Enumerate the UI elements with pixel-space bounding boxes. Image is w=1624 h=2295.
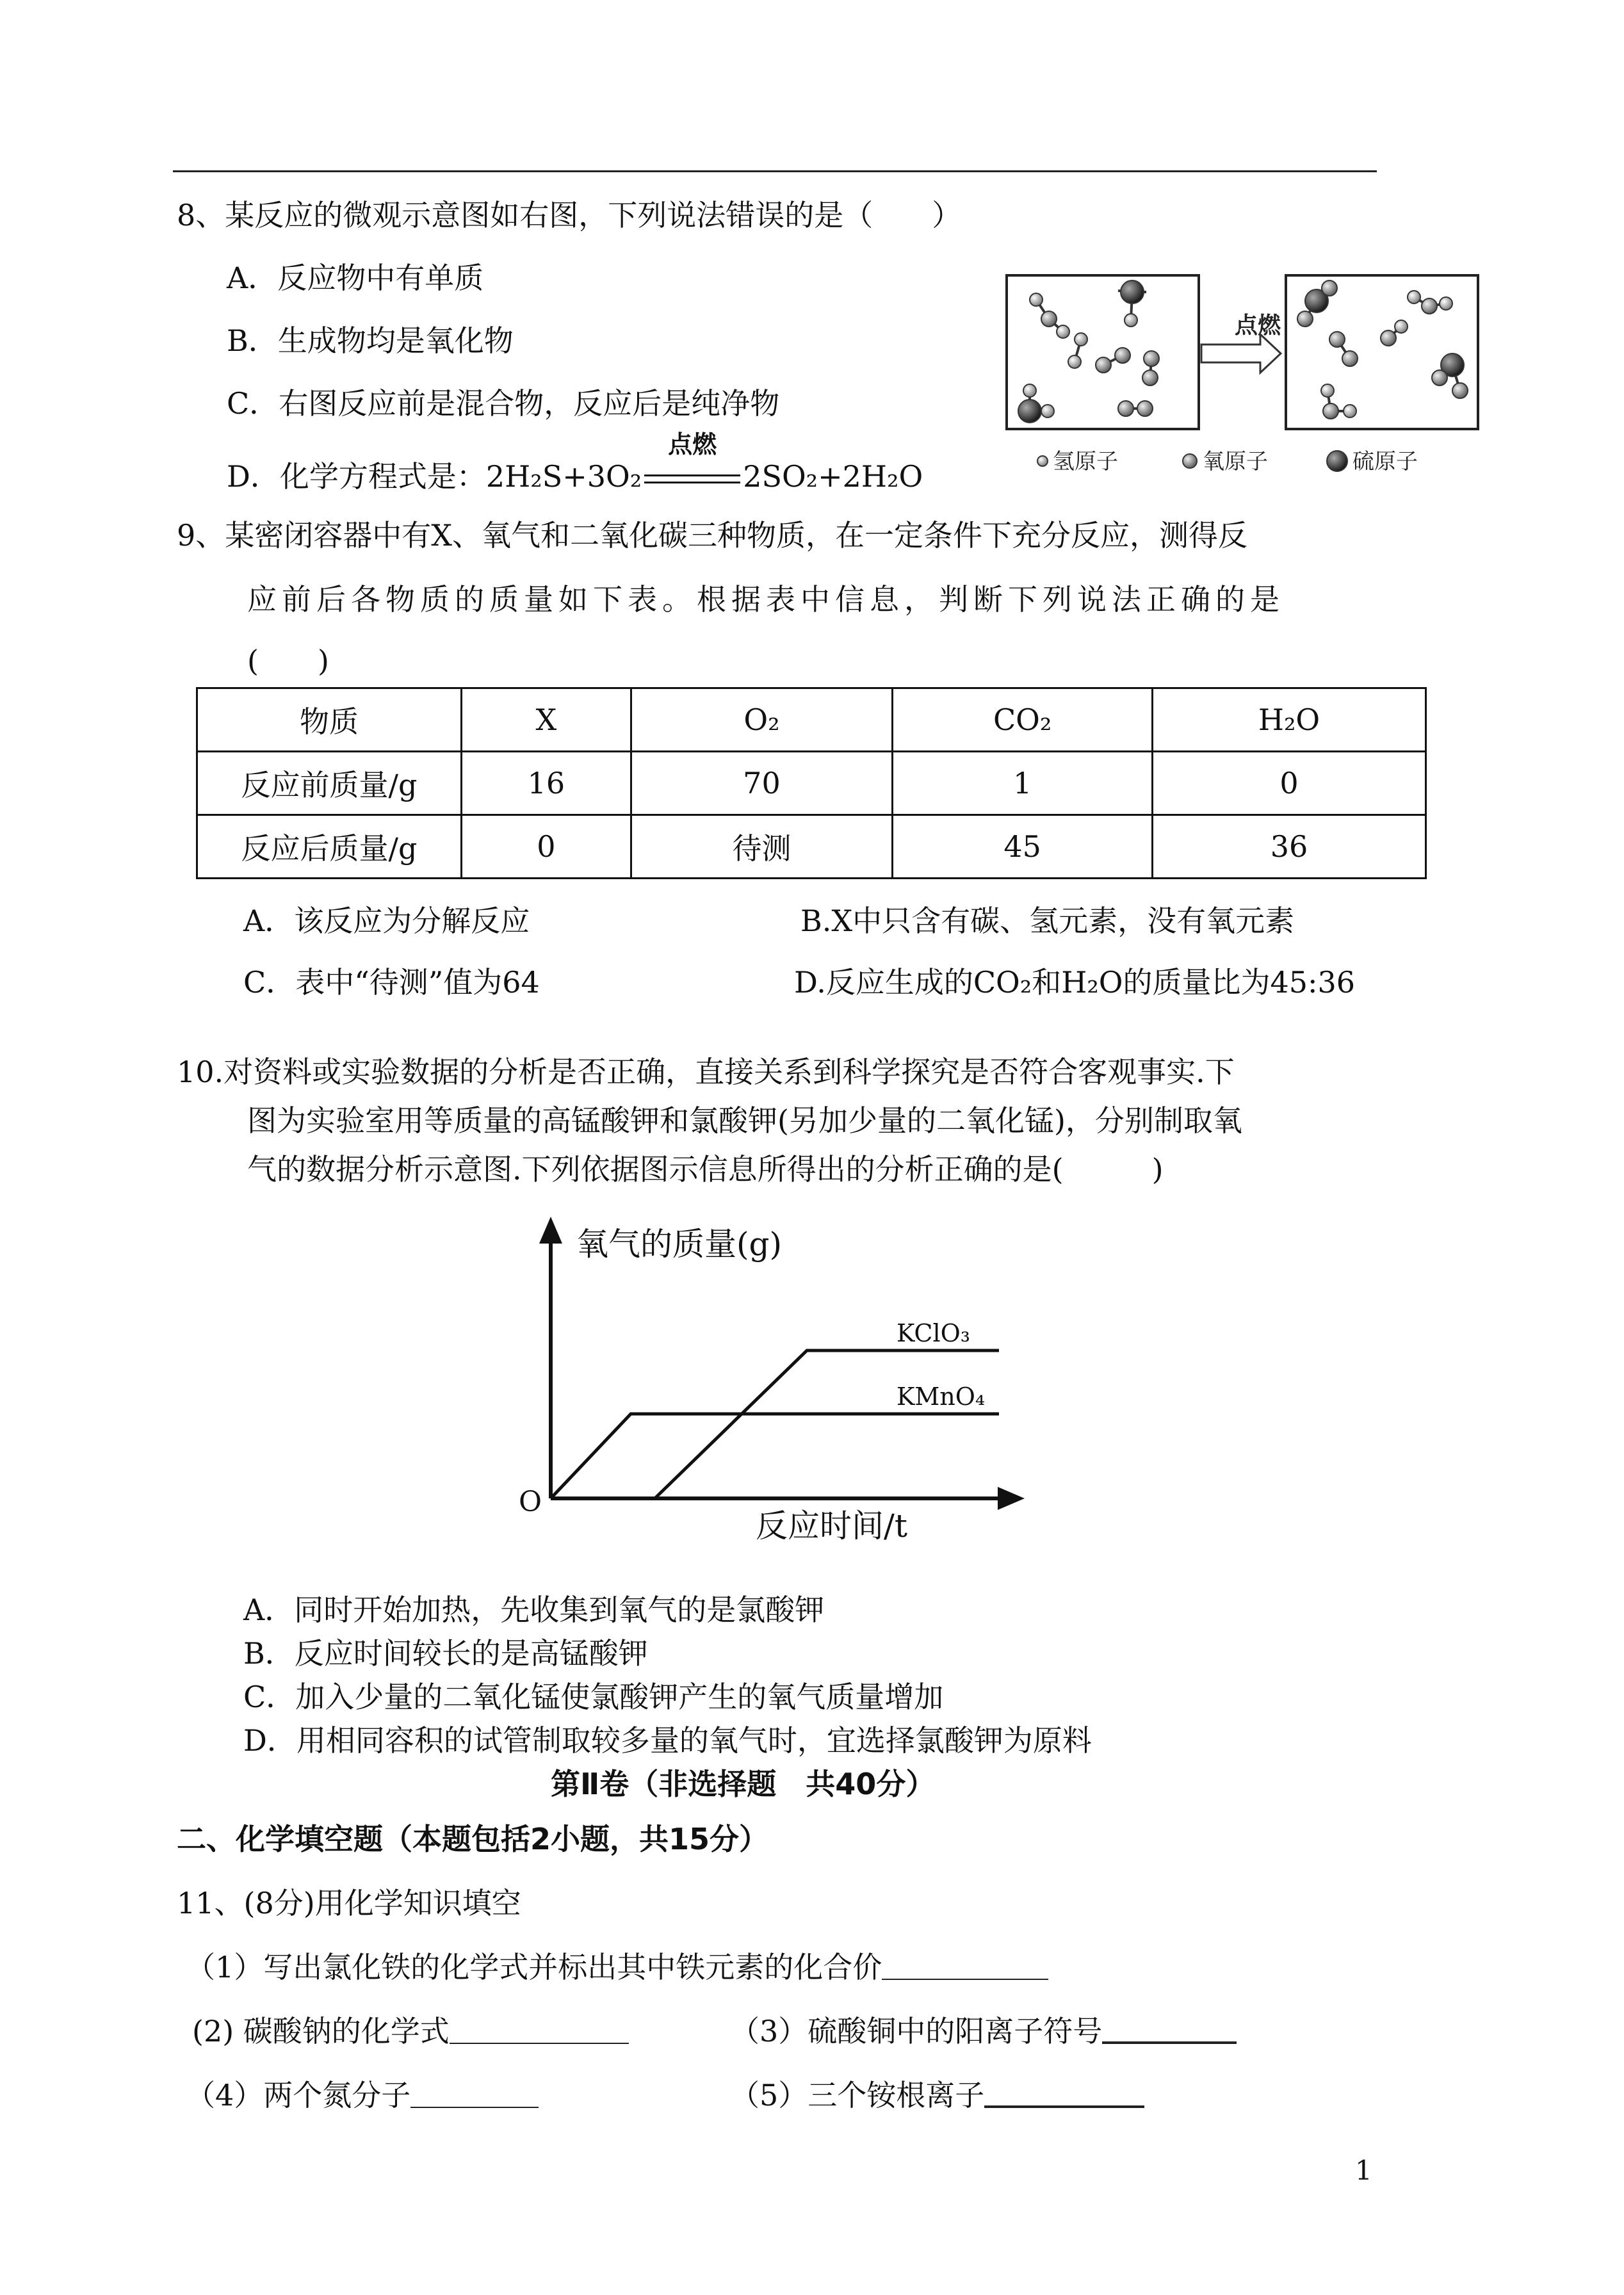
q11-part1 — [186, 1948, 1048, 1986]
reaction-arrow — [1201, 334, 1281, 373]
q9-option-c: C．表中“待测”值为64 — [243, 965, 540, 1000]
table-cell: 0 — [462, 815, 631, 879]
q8-option-c: C．右图反应前是混合物，反应后是纯净物 — [227, 386, 780, 421]
q11-stem: 11、(8分)用化学知识填空 — [177, 1886, 521, 1920]
q11-part3 — [730, 2012, 1237, 2050]
q8-stem: 8、某反应的微观示意图如右图，下列说法错误的是（ ） — [177, 198, 962, 232]
table-cell: 1 — [893, 752, 1153, 815]
table-cell: 16 — [462, 752, 631, 815]
table-header-cell: O₂ — [631, 688, 893, 752]
equation-arrow — [642, 430, 743, 496]
series-line-0 — [655, 1350, 1000, 1498]
q8-option-d-prefix: D．化学方程式是： — [227, 459, 486, 494]
q11-part3-text: （3）硫酸铜中的阳离子符号 — [730, 2014, 1103, 2048]
table-header-cell: 物质 — [197, 688, 462, 752]
q11-part4 — [186, 2076, 539, 2114]
q10-option-d: D．用相同容积的试管制取较多量的氧气时，宜选择氯酸钾为原料 — [243, 1723, 1092, 1758]
legend-hydrogen-symbol — [1037, 456, 1048, 466]
q10-option-b: B．反应时间较长的是高锰酸钾 — [243, 1636, 648, 1671]
q11-part2-text: (2) 碳酸钠的化学式 — [192, 2014, 450, 2048]
q10-option-a: A．同时开始加热，先收集到氧气的是氯酸钾 — [243, 1593, 825, 1627]
table-cell: 70 — [631, 752, 893, 815]
volume-title: 第Ⅱ卷（非选择题 共40分） — [551, 1767, 936, 1801]
y-axis-label: 氧气的质量(g) — [576, 1226, 783, 1263]
q9-option-a: A．该反应为分解反应 — [243, 904, 530, 938]
q8-option-a: A．反应物中有单质 — [227, 261, 484, 295]
table-header-cell: CO₂ — [893, 688, 1153, 752]
table-cell: 待测 — [631, 815, 893, 879]
q11-part5-text: （5）三个铵根离子 — [730, 2078, 985, 2113]
arrow-label: 点燃 — [1235, 312, 1281, 339]
origin-label: O — [519, 1486, 542, 1518]
q8-option-d — [227, 430, 923, 496]
series-line-1 — [551, 1414, 999, 1498]
table-cell: 反应前质量/g — [197, 752, 462, 815]
q11-part4-text: （4）两个氮分子 — [186, 2078, 411, 2113]
equation-left: 2H₂S+3O₂ — [485, 459, 642, 494]
page-number: 1 — [1355, 2155, 1372, 2186]
y-axis-arrow-icon — [539, 1217, 562, 1244]
mass-table — [196, 687, 1427, 879]
answer-blank-5[interactable] — [984, 2077, 1144, 2108]
legend-oxygen-symbol — [1183, 454, 1197, 468]
q9-stem-line2: 应前后各物质的质量如下表。根据表中信息，判断下列说法正确的是 — [247, 582, 1285, 617]
table-cell: 36 — [1153, 815, 1426, 879]
section-title: 二、化学填空题（本题包括2小题，共15分） — [177, 1822, 769, 1856]
legend-hydrogen: 氢原子 — [1053, 449, 1118, 474]
q10-stem-line3: 气的数据分析示意图.下列依据图示信息所得出的分析正确的是( ) — [247, 1152, 1164, 1187]
oxygen-mass-chart — [506, 1204, 1050, 1550]
legend-sulfur-symbol — [1327, 451, 1347, 471]
answer-blank-1[interactable] — [882, 1950, 1048, 1980]
q9-option-b: B.X中只含有碳、氢元素，没有氧元素 — [800, 904, 1295, 938]
x-axis-arrow-icon — [998, 1487, 1025, 1510]
reaction-micro-diagram — [1004, 269, 1486, 487]
table-cell: 45 — [893, 815, 1153, 879]
q10-stem-line2: 图为实验室用等质量的高锰酸钾和氯酸钾(另加少量的二氧化锰)，分别制取氧 — [247, 1103, 1242, 1138]
answer-blank-3[interactable] — [1102, 2013, 1237, 2044]
q10-stem-line1: 10.对资料或实验数据的分析是否正确，直接关系到科学探究是否符合客观事实.下 — [177, 1055, 1235, 1089]
answer-blank-2[interactable] — [450, 2015, 629, 2044]
table-row — [197, 815, 1426, 879]
table-header-cell: H₂O — [1153, 688, 1426, 752]
legend-sulfur: 硫原子 — [1352, 449, 1418, 474]
q9-stem-line1: 9、某密闭容器中有X、氧气和二氧化碳三种物质，在一定条件下充分反应，测得反 — [177, 518, 1248, 553]
equation-right: 2SO₂+2H₂O — [743, 459, 923, 494]
table-row — [197, 752, 1426, 815]
series-label-0: KClO₃ — [897, 1319, 970, 1347]
table-header-cell: X — [462, 688, 631, 752]
q11-part2 — [192, 2012, 629, 2050]
q9-stem-line3: ( ) — [247, 644, 329, 678]
q10-option-c: C．加入少量的二氧化锰使氯酸钾产生的氧气质量增加 — [243, 1680, 944, 1714]
q9-option-d: D.反应生成的CO₂和H₂O的质量比为45:36 — [794, 965, 1356, 1000]
equation-condition: 点燃 — [668, 430, 717, 458]
header-rule — [173, 170, 1377, 172]
q11-part1-text: （1）写出氯化铁的化学式并标出其中铁元素的化合价 — [186, 1950, 882, 1984]
q11-part5 — [730, 2076, 1144, 2114]
table-header-row — [197, 688, 1426, 752]
series-label-1: KMnO₄ — [897, 1383, 986, 1411]
q8-option-b: B．生成物均是氧化物 — [227, 323, 514, 358]
legend-oxygen: 氧原子 — [1203, 449, 1268, 474]
x-axis-label: 反应时间/t — [756, 1507, 907, 1545]
table-cell: 0 — [1153, 752, 1426, 815]
answer-blank-4[interactable] — [410, 2079, 539, 2108]
table-cell: 反应后质量/g — [197, 815, 462, 879]
